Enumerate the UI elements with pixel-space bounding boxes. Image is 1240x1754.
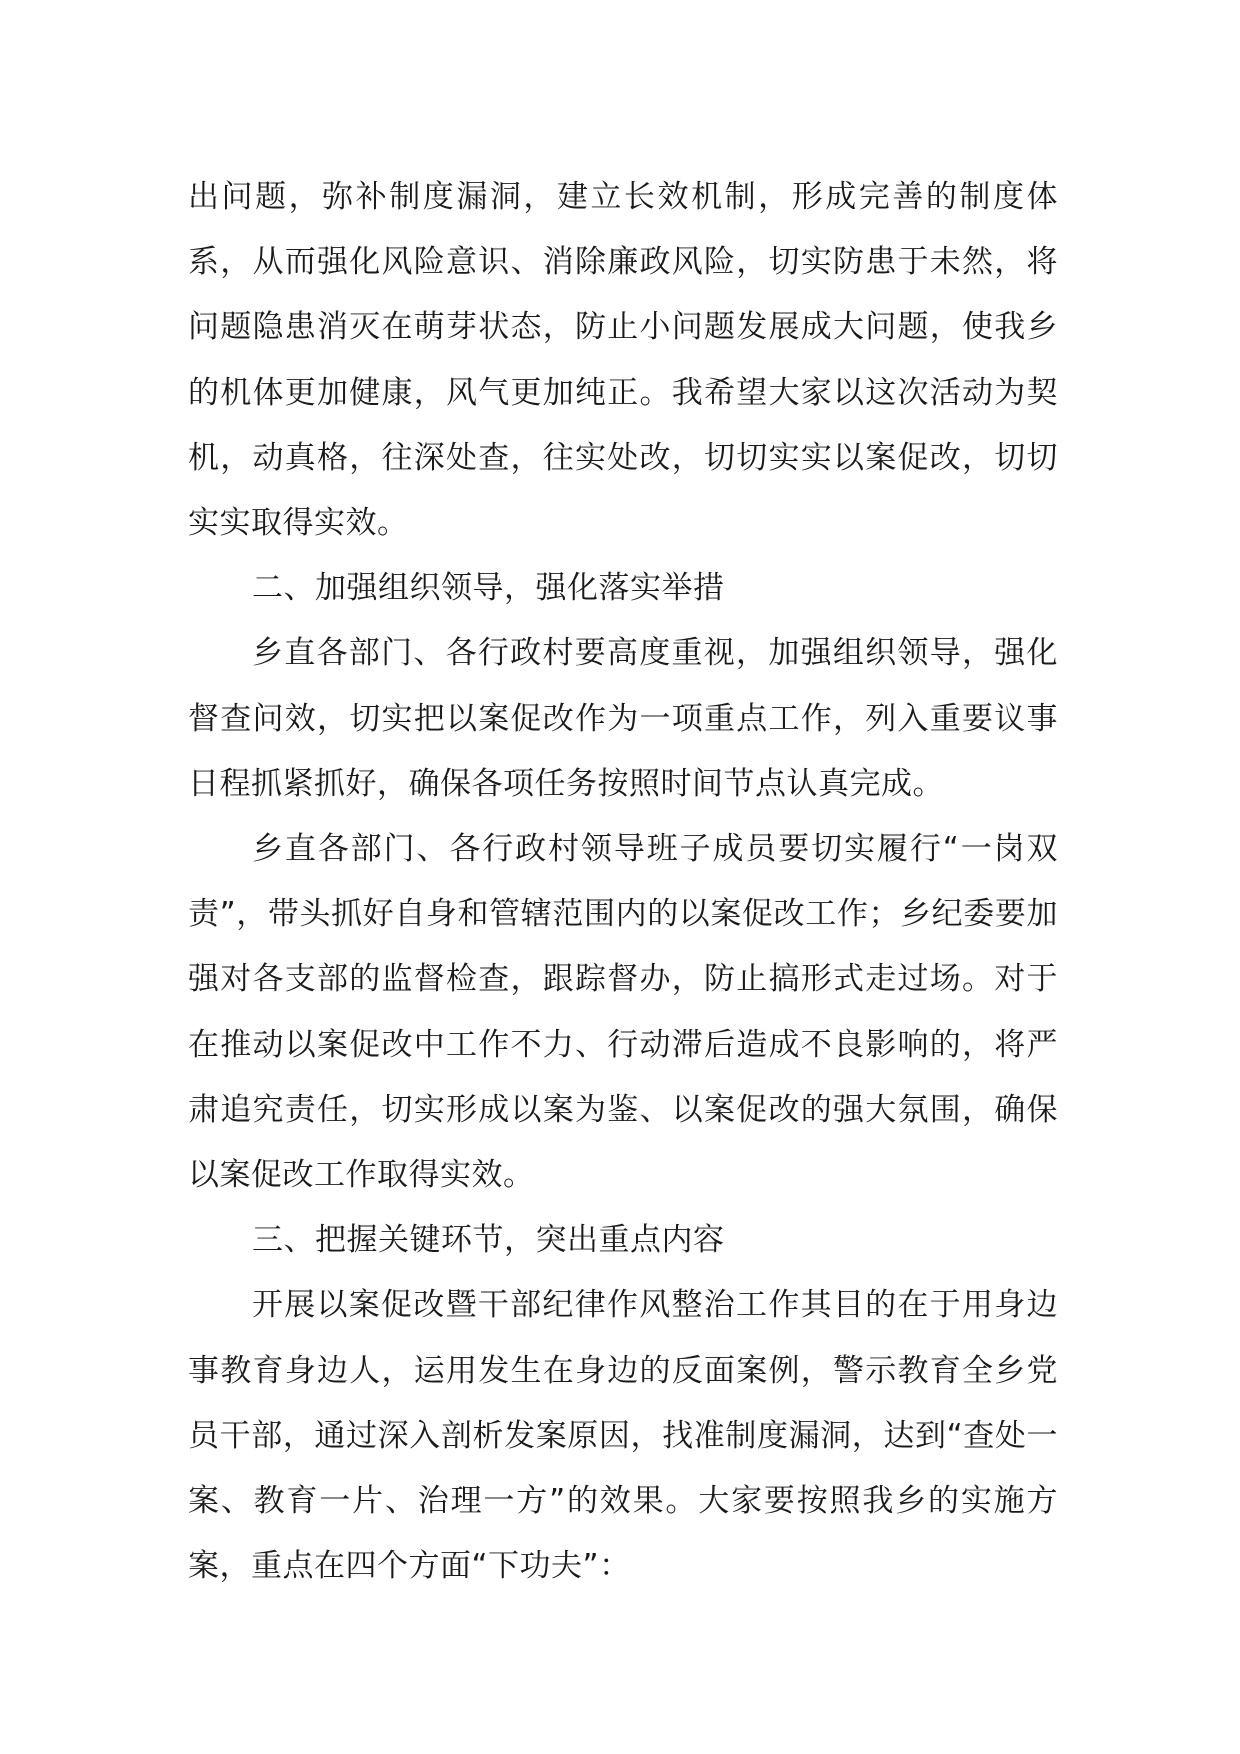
paragraph-body: 开展以案促改暨干部纪律作风整治工作其目的在于用身边事教育身边人，运用发生在身边的反面案例，警示教育全乡党员干部，通过深入剖析发案原因，找准制度漏洞，达到“查处一案、教育一片、治理一方”的效果。大家要按照我乡的实施方案，重点在四个方面“下功夫”： <box>188 1287 1058 1585</box>
paragraph-body: 乡直各部门、各行政村领导班子成员要切实履行“一岗双责”，带头抓好自身和管辖范围内的以案促改工作；乡纪委要加强对各支部的监督检查，跟踪督办，防止搞形式走过场。对于在推动以案促改中工作不力、行动滞后造成不良影响的，将严肃追究责任，切实形成以案为鉴、以案促改的强大氛围，确保以案促改工作取得实效。 <box>188 831 1058 1194</box>
section-heading-2: 二、加强组织领导，强化落实举措 <box>252 570 725 607</box>
paragraph-body: 乡直各部门、各行政村要高度重视，加强组织领导，强化督查问效，切实把以案促改作为一项重点工作，列入重要议事日程抓紧抓好，确保各项任务按照时间节点认真完成。 <box>188 635 1058 802</box>
section-heading-3: 三、把握关键环节，突出重点内容 <box>252 1222 725 1259</box>
document-body <box>188 165 1058 1599</box>
paragraph-continuation: 出问题，弥补制度漏洞，建立长效机制，形成完善的制度体系，从而强化风险意识、消除廉政风险，切实防患于未然，将问题隐患消灭在萌芽状态，防止小问题发展成大问题，使我乡的机体更加健康，风气更加纯正。我希望大家以这次活动为契机，动真格，往深处查，往实处改，切切实实以案促改，切切实实取得实效。 <box>188 179 1058 542</box>
